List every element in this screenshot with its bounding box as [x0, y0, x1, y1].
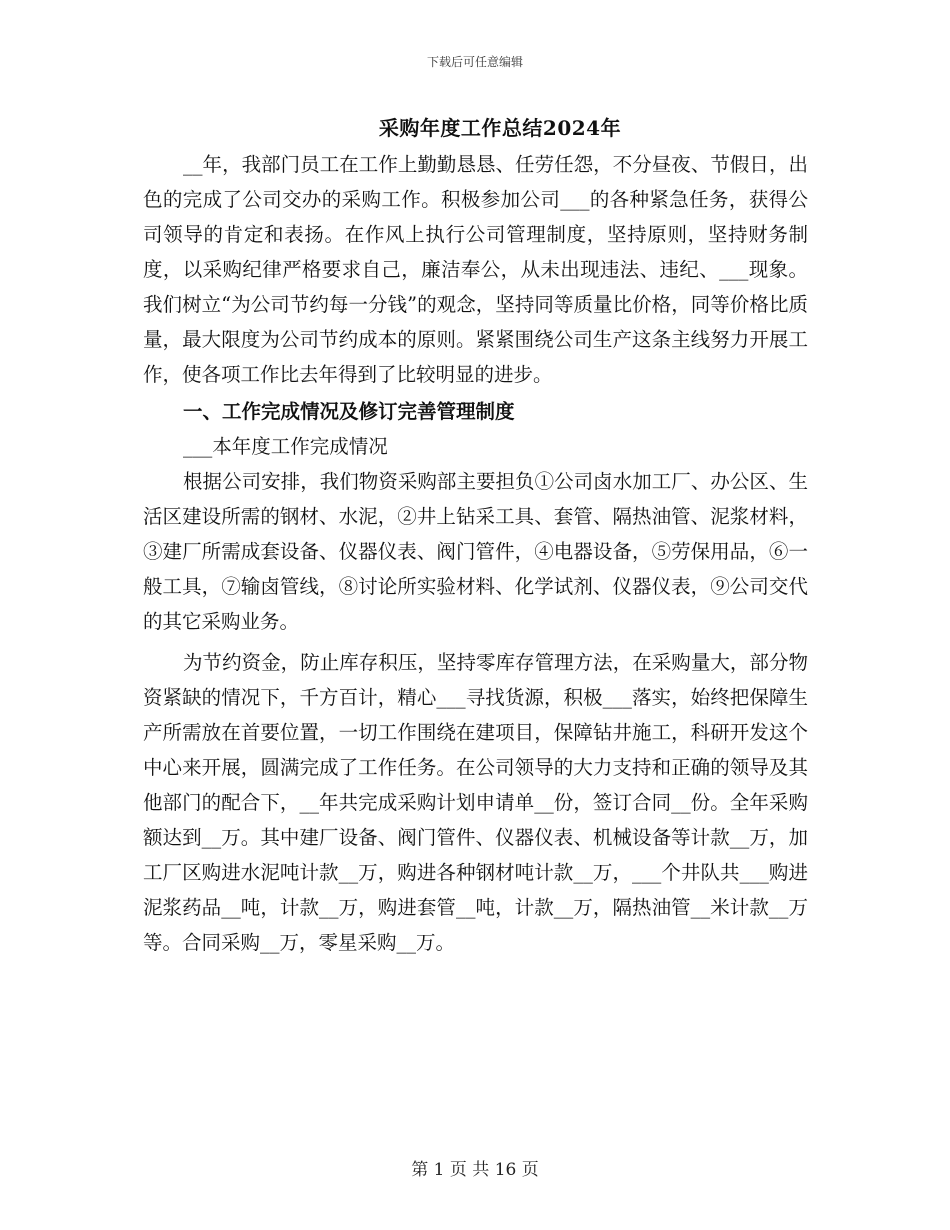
subsection-heading-annual-work: ___本年度工作完成情况 — [183, 435, 388, 458]
section-heading-work-completion: 一、工作完成情况及修订完善管理制度 — [183, 400, 515, 423]
page-number: 第 1 页 共 16 页 — [411, 1160, 539, 1180]
document-title: 采购年度工作总结2024年 — [378, 116, 622, 140]
document-body — [143, 147, 808, 960]
responsibilities-paragraph: 根据公司安排，我们物资采购部主要担负①公司卤水加工厂、办公区、生活区建设所需的钢材、水泥，②井上钻采工具、套管、隔热油管、泥浆材料，③建厂所需成套设备、仪器仪表、阀门管件，④电器设备，⑤劳保用品，⑥一般工具，⑦输卤管线，⑧讨论所实验材料、化学试剂、仪器仪表，⑨公司交代的其它采购业务。 — [143, 470, 808, 633]
download-edit-note: 下载后可任意编辑 — [426, 55, 523, 69]
intro-paragraph: __年，我部门员工在工作上勤勤恳恳、任劳任怨，不分昼夜、节假日，出色的完成了公司交办的采购工作。积极参加公司___的各种紧急任务，获得公司领导的肯定和表扬。在作风上执行公司管理制度，坚持原则，坚持财务制度，以采购纪律严格要求自己，廉洁奉公，从未出现违法、违纪、___现象。我们树立“为公司节约每一分钱”的观念，坚持同等质量比价格，同等价格比质量，最大限度为公司节约成本的原则。紧紧围绕公司生产这条主线努力开展工作，使各项工作比去年得到了比较明显的进步。 — [143, 153, 808, 386]
procurement-results-paragraph: 为节约资金，防止库存积压，坚持零库存管理方法，在采购量大，部分物资紧缺的情况下，千方百计，精心___寻找货源，积极___落实，始终把保障生产所需放在首要位置，一切工作围绕在建项目，保障钻井施工，科研开发这个中心来开展，圆满完成了工作任务。在公司领导的大力支持和正确的领导及其他部门的配合下，__年共完成采购计划申请单__份，签订合同__份。全年采购额达到__万。其中建厂设备、阀门管件、仪器仪表、机械设备等计款__万，加工厂区购进水泥吨计款__万，购进各种钢材吨计款__万，___个井队共___购进泥浆药品__吨，计款__万，购进套管__吨，计款__万，隔热油管__米计款__万等。合同采购__万，零星采购__万。 — [143, 651, 808, 954]
